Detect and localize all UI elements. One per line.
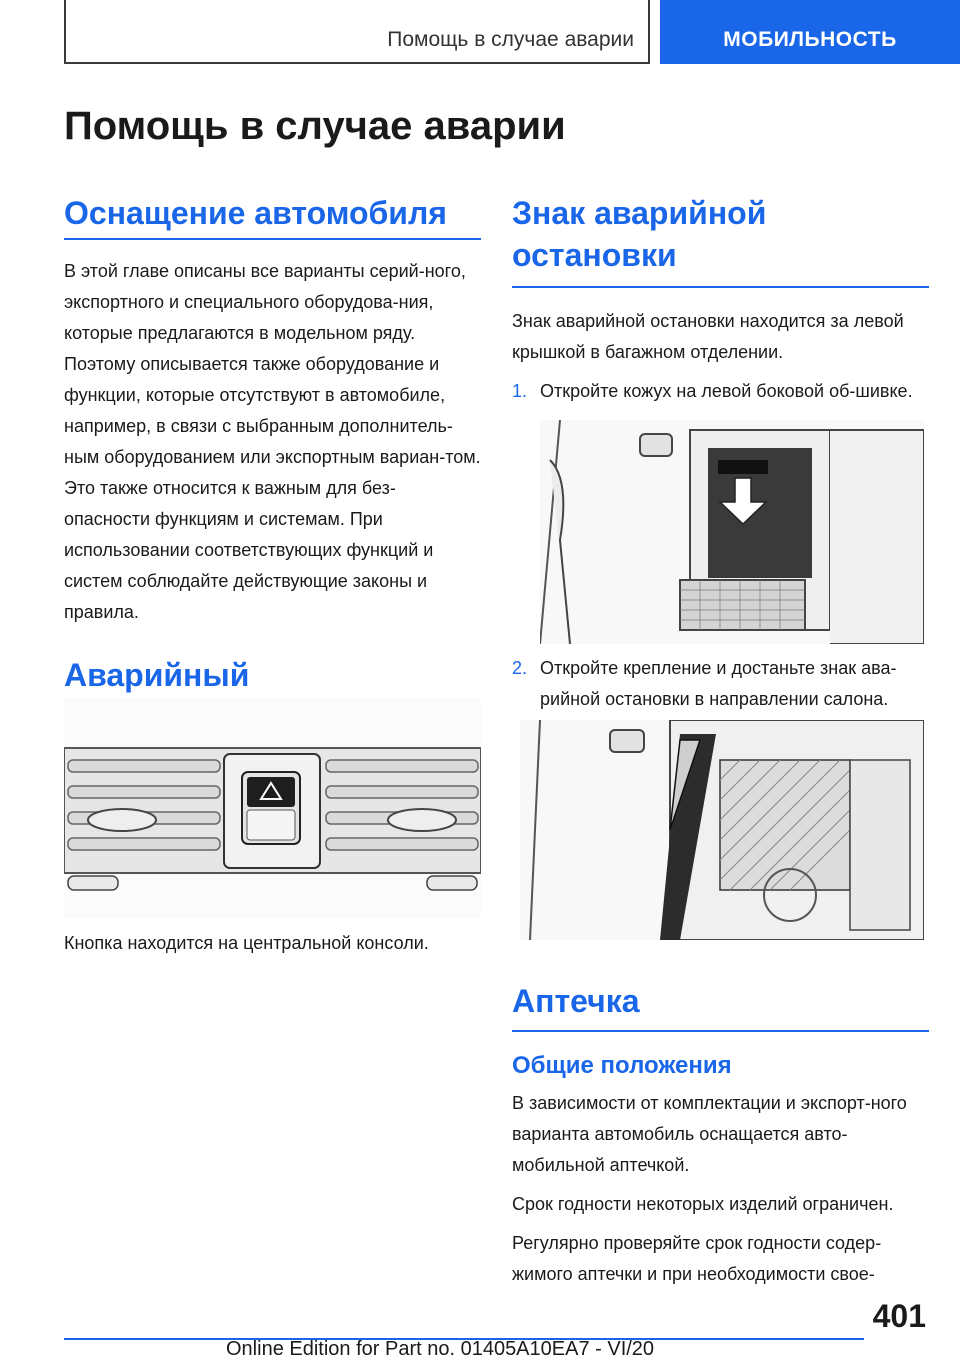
step-1-text: Откройте кожух на левой боковой об-шивке.	[540, 381, 913, 401]
hazard-caption: Кнопка находится на центральной консоли.	[64, 933, 429, 953]
first-aid-section	[512, 980, 929, 1290]
warning-triangle-removal-illustration	[520, 720, 924, 940]
general-paragraph-1: В зависимости от комплектации и экспорт-ного варианта автомобиль оснащается авто-мобильной аптечкой.	[512, 1093, 907, 1175]
step-2-image	[520, 720, 924, 940]
header-chapter-tab-label: МОБИЛЬНОСТЬ	[723, 28, 897, 51]
triangle-heading-rule	[512, 286, 929, 288]
equipment-paragraph: В этой главе описаны все варианты серий-ного, экспортного и специального оборудова-ния, которые предлагаются в модельном ряду. Поэтому описывается также оборудование и функции, которые отсутствуют в автомобиле, например, в связи с выбранным дополнитель-ным оборудованием или экспортным вариан-том. Это также относится к важным для без-опасности функциям и системам. При использовании соответствующих функций и систем соблюдайте действующие законы и правила.	[64, 261, 481, 622]
general-paragraph-2: Срок годности некоторых изделий ограничен.	[512, 1194, 894, 1214]
general-paragraph-3: Регулярно проверяйте срок годности содер-жимого аптечки и при необходимости свое-	[512, 1233, 882, 1284]
header-section-box	[64, 0, 650, 64]
general-heading: Общие положения	[512, 1052, 732, 1079]
header-chapter-tab[interactable]	[660, 0, 960, 64]
step-1	[512, 376, 929, 407]
hazard-button-illustration	[64, 698, 481, 918]
triangle-heading: Знак аварийной остановки	[512, 195, 767, 273]
equipment-heading-rule	[64, 238, 481, 240]
header-section-title: Помощь в случае аварии	[387, 28, 634, 51]
footer-edition: Online Edition for Part no. 01405A10EA7 - VI/20	[226, 1338, 655, 1360]
hazard-heading: Аварийный	[64, 657, 250, 693]
page-number: 401	[872, 1298, 926, 1334]
right-column	[512, 192, 929, 407]
step-2-text: Откройте крепление и достаньте знак ава-рийной остановки в направлении салона.	[540, 658, 897, 709]
page-title: Помощь в случае аварии	[64, 104, 566, 148]
hazard-button-image	[64, 698, 481, 918]
left-column	[64, 192, 481, 750]
triangle-paragraph: Знак аварийной остановки находится за левой крышкой в багажном отделении.	[512, 311, 904, 362]
step-1-image	[540, 420, 924, 644]
step-2	[512, 653, 929, 715]
first-aid-heading: Аптечка	[512, 983, 640, 1019]
first-aid-heading-rule	[512, 1030, 929, 1032]
equipment-heading: Оснащение автомобиля	[64, 195, 447, 231]
step-1-number: 1.	[512, 381, 528, 401]
step-2-number: 2.	[512, 658, 528, 678]
side-trim-cover-illustration	[540, 420, 924, 644]
